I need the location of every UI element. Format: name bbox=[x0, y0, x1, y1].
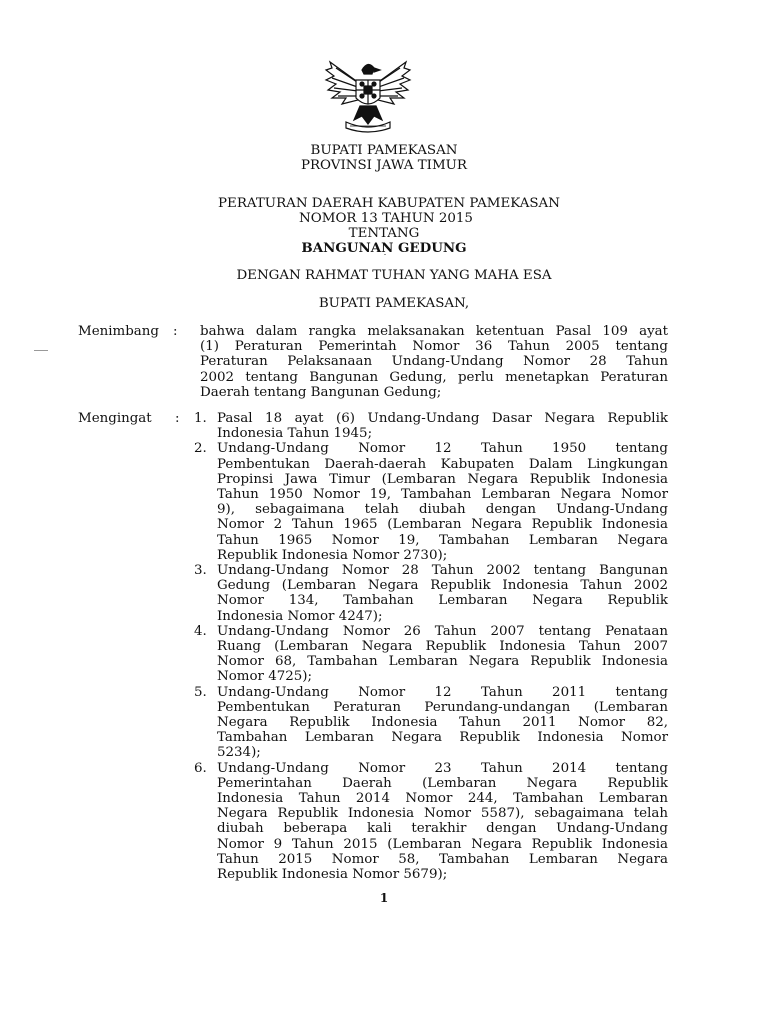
title-line-2: NOMOR 13 TAHUN 2015 bbox=[299, 211, 473, 226]
item-line: Pembentukan Daerah-daerah Kabupaten Dalam Lingkungan bbox=[217, 456, 668, 472]
item-number: 3. bbox=[194, 563, 207, 579]
item-number: 1. bbox=[194, 411, 207, 426]
item-line: Republik Indonesia Nomor 2730); bbox=[217, 547, 448, 563]
mengingat-item bbox=[194, 685, 668, 761]
item-line: Pemerintahan Daerah (Lembaran Negara Republik bbox=[217, 775, 668, 791]
item-line: Indonesia Tahun 2014 Nomor 244, Tambahan Lembaran bbox=[217, 791, 668, 807]
item-line: Undang-Undang Nomor 28 Tahun 2002 tentang Bangunan bbox=[217, 563, 668, 579]
item-number: 4. bbox=[194, 623, 207, 639]
item-line: Undang-Undang Nomor 12 Tahun 1950 tentang bbox=[217, 441, 668, 457]
item-line: Nomor 134, Tambahan Lembaran Negara Republik bbox=[217, 593, 668, 609]
item-number: 2. bbox=[194, 441, 207, 457]
item-text bbox=[217, 441, 668, 563]
item-line: Nomor 2 Tahun 1965 (Lembaran Negara Republik Indonesia bbox=[217, 517, 668, 533]
garuda-emblem-icon bbox=[322, 58, 414, 134]
item-line: Negara Republik Indonesia Tahun 2011 Nomor 82, bbox=[217, 715, 668, 731]
page-number: 1 bbox=[379, 891, 389, 905]
item-text bbox=[217, 685, 668, 761]
item-line: 9), sebagaimana telah diubah dengan Undang-Undang bbox=[217, 502, 668, 518]
item-line: Negara Republik Indonesia Nomor 5587), sebagaimana telah bbox=[217, 806, 668, 822]
item-line: Pembentukan Peraturan Perundang-undangan (Lembaran bbox=[217, 699, 668, 715]
menimbang-colon: : bbox=[173, 324, 178, 339]
item-line: Gedung (Lembaran Negara Republik Indonesia Tahun 2002 bbox=[217, 578, 668, 594]
item-line: Republik Indonesia Nomor 5679); bbox=[217, 867, 448, 883]
item-line: Indonesia Nomor 4247); bbox=[217, 608, 383, 624]
item-text bbox=[217, 411, 668, 441]
mengingat-list bbox=[194, 411, 668, 882]
item-line: Tambahan Lembaran Negara Republik Indonesia Nomor bbox=[217, 730, 668, 746]
menimbang-line: (1) Peraturan Pemerintah Nomor 36 Tahun 2005 tentang bbox=[200, 339, 668, 355]
item-line: Ruang (Lembaran Negara Republik Indonesia Tahun 2007 bbox=[217, 639, 668, 655]
title-line-1: PERATURAN DAERAH KABUPATEN PAMEKASAN bbox=[218, 196, 560, 211]
authority-line: BUPATI PAMEKASAN, bbox=[318, 296, 470, 311]
blessing-line: DENGAN RAHMAT TUHAN YANG MAHA ESA bbox=[236, 268, 552, 283]
scan-mark bbox=[34, 350, 48, 351]
menimbang-line: bahwa dalam rangka melaksanakan ketentuan Pasal 109 ayat bbox=[200, 324, 668, 339]
mengingat-item bbox=[194, 411, 668, 441]
issuer-header bbox=[0, 143, 768, 173]
mengingat-item bbox=[194, 761, 668, 883]
item-line: Undang-Undang Nomor 12 Tahun 2011 tentang bbox=[217, 684, 668, 700]
menimbang-line: Peraturan Pelaksanaan Undang-Undang Nomor 28 Tahun bbox=[200, 354, 668, 370]
menimbang-line: Daerah tentang Bangunan Gedung; bbox=[200, 384, 442, 400]
item-text bbox=[217, 624, 668, 685]
menimbang-line: 2002 tentang Bangunan Gedung, perlu menetapkan Peraturan bbox=[200, 369, 668, 385]
mengingat-colon: : bbox=[175, 411, 180, 426]
item-line: Nomor 9 Tahun 2015 (Lembaran Negara Republik Indonesia bbox=[217, 836, 668, 852]
mengingat-item bbox=[194, 563, 668, 624]
item-text bbox=[217, 563, 668, 624]
item-line: Undang-Undang Nomor 23 Tahun 2014 tentang bbox=[217, 760, 668, 776]
item-line: Nomor 68, Tambahan Lembaran Negara Republik Indonesia bbox=[217, 654, 668, 670]
item-line: Tahun 1965 Nomor 19, Tambahan Lembaran Negara bbox=[217, 532, 668, 548]
issuer-line-1: BUPATI PAMEKASAN bbox=[310, 143, 458, 158]
item-line: Tahun 2015 Nomor 58, Tambahan Lembaran Negara bbox=[217, 851, 668, 867]
item-line: Tahun 1950 Nomor 19, Tambahan Lembaran Negara Nomor bbox=[217, 487, 668, 503]
mengingat-item bbox=[194, 441, 668, 563]
item-number: 5. bbox=[194, 684, 207, 700]
mengingat-item bbox=[194, 624, 668, 685]
item-line: Undang-Undang Nomor 26 Tahun 2007 tentang Penataan bbox=[217, 623, 668, 639]
item-line: diubah beberapa kali terakhir dengan Undang-Undang bbox=[217, 821, 668, 837]
title-line-3: TENTANG bbox=[348, 226, 420, 241]
item-line: Pasal 18 ayat (6) Undang-Undang Dasar Negara Republik bbox=[217, 411, 668, 426]
item-line: 5234); bbox=[217, 745, 261, 761]
item-number: 6. bbox=[194, 760, 207, 776]
item-text bbox=[217, 761, 668, 883]
regulation-title bbox=[0, 196, 768, 256]
item-line: Indonesia Tahun 1945; bbox=[217, 426, 373, 442]
mengingat-label: Mengingat bbox=[78, 411, 152, 426]
item-line: Propinsi Jawa Timur (Lembaran Negara Republik Indonesia bbox=[217, 471, 668, 487]
issuer-line-2: PROVINSI JAWA TIMUR bbox=[300, 158, 468, 173]
menimbang-label: Menimbang bbox=[78, 324, 159, 339]
item-line: Nomor 4725); bbox=[217, 669, 313, 685]
menimbang-body bbox=[200, 324, 668, 400]
title-subject: BANGUNAN GEDUNG bbox=[301, 240, 467, 256]
